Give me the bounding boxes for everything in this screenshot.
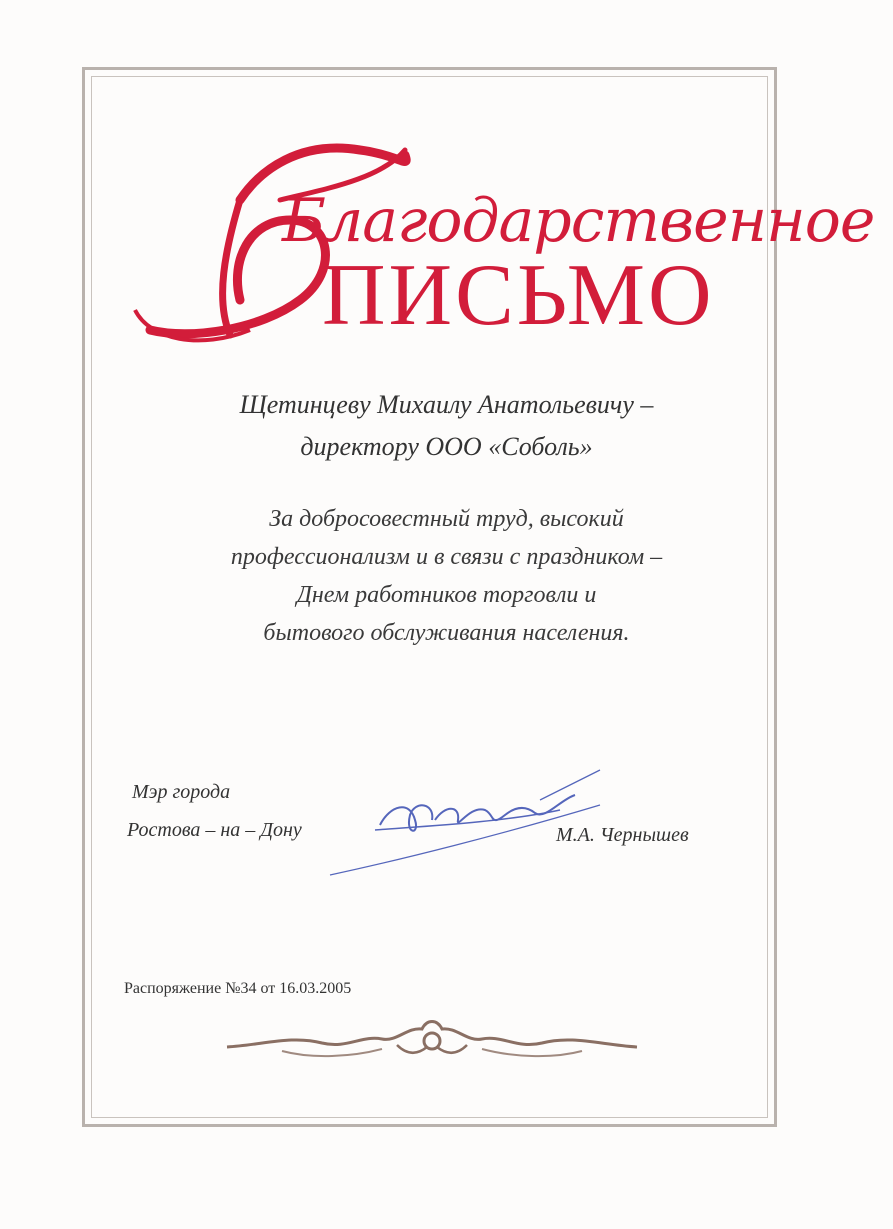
body-line-4: бытового обслуживания населения. [263,620,630,646]
body-line-1: За добросовестный труд, высокий [269,506,624,532]
title-line-1: Благодарственное [282,186,875,256]
recipient-name: Щетинцеву Михаилу Анатольевичу – [239,390,654,419]
signatory-position-line-1: Мэр города [132,781,231,803]
signatory-position-line-2: Ростова – на – Дону [127,819,302,841]
body-line-2: профессионализм и в связи с праздником – [230,544,663,570]
decorative-ornament [222,1015,642,1065]
decree-reference: Распоряжение №34 от 16.03.2005 [124,980,352,997]
recipient-position: директору ООО «Соболь» [300,432,593,461]
signatory-name: М.А. Чернышев [556,824,689,846]
title-line-2: ПИСЬМО [322,247,715,344]
body-line-3: Днем работников торговли и [296,582,597,608]
handwritten-signature [320,765,610,885]
